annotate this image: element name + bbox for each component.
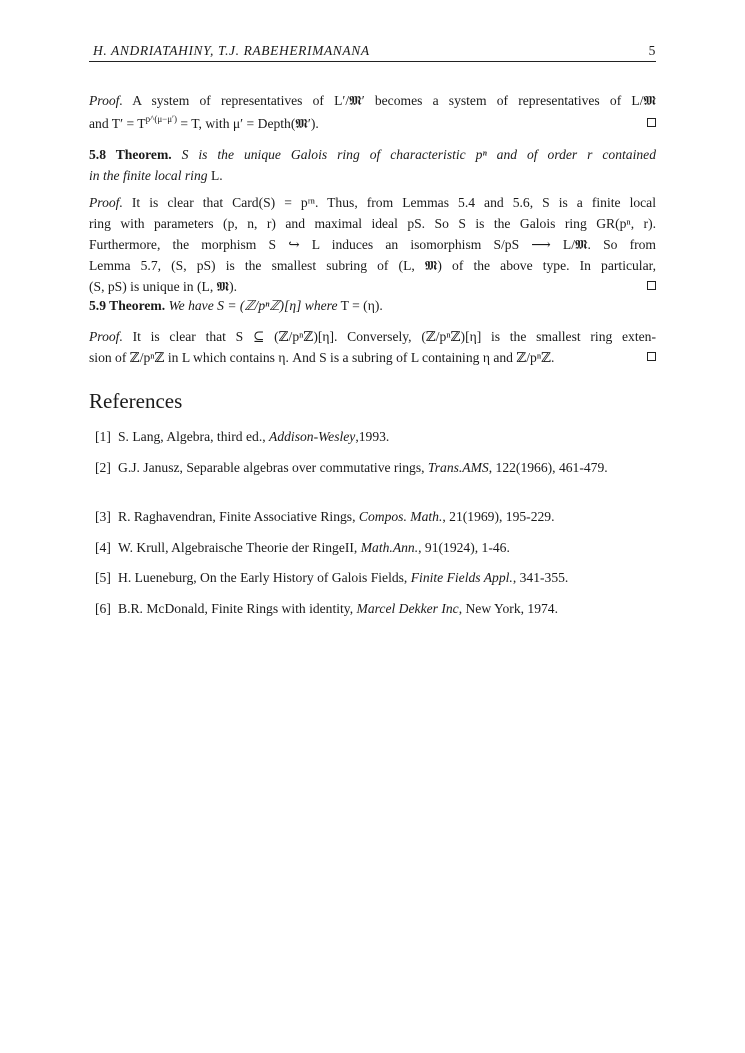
qed-box-icon (647, 281, 656, 290)
reference-number: [5] (95, 570, 111, 585)
reference-venue: Marcel Dekker Inc (356, 601, 459, 616)
reference-text: , 122(1966), 461-479. (488, 460, 608, 475)
reference-text: , New York, 1974. (458, 601, 559, 616)
running-header (89, 41, 656, 62)
reference-text: ,1993. (355, 429, 390, 444)
reference-venue: Finite Fields Appl. (410, 570, 513, 585)
reference-number: [2] (95, 460, 111, 475)
reference-text: , 21(1969), 195-229. (442, 509, 555, 524)
reference-venue: Trans.AMS (427, 460, 489, 475)
proof-text: ring with parameters (p, n, r) and maximal ideal pS. So S is the Galois ring GR(pⁿ, r). (89, 216, 656, 231)
proof-text: A system of representatives of L′/𝕸′ becomes a system of representatives of L/𝕸 (132, 93, 656, 108)
reference-number: [4] (95, 540, 111, 555)
proof-text: It is clear that Card(S) = pʳⁿ. Thus, from Lemmas 5.4 and 5.6, S is a finite local (131, 195, 656, 210)
reference-item (95, 538, 656, 558)
proof-text: and T′ = T (89, 116, 146, 131)
theorem-5-9 (89, 295, 656, 316)
reference-text: G.J. Janusz, Separable algebras over commutative rings, (118, 460, 428, 475)
exponent: p^(μ−μ′) (145, 114, 178, 124)
proof-5-7 (89, 90, 656, 134)
theorem-5-8 (89, 144, 656, 186)
theorem-text: S is the unique Galois ring of characteristic pⁿ and of order r contained (181, 147, 657, 162)
reference-number: [3] (95, 509, 111, 524)
theorem-text: We have S = (ℤ/pⁿℤ)[η] where (168, 298, 338, 313)
reference-number: [6] (95, 601, 111, 616)
proof-text: sion of ℤ/pⁿℤ in L which contains η. And S is a subring of L containing η and ℤ/pⁿℤ. (89, 350, 555, 365)
reference-item (95, 458, 656, 498)
references-heading: References (89, 389, 183, 413)
reference-number: [1] (95, 429, 111, 444)
reference-venue: Compos. Math. (358, 509, 443, 524)
reference-text: R. Raghavendran, Finite Associative Rings, (118, 509, 359, 524)
theorem-text: in the finite local ring (89, 168, 208, 183)
reference-text: , 341-355. (512, 570, 569, 585)
reference-text: W. Krull, Algebraische Theorie der RingeII, (118, 540, 361, 555)
reference-text: B.R. McDonald, Finite Rings with identity, (118, 601, 357, 616)
reference-item (95, 599, 656, 619)
proof-text: = T, with μ′ = Depth(𝕸′). (180, 116, 319, 131)
theorem-text: T = (η). (340, 298, 383, 313)
page-number: 5 (648, 43, 656, 58)
proof-text: Lemma 5.7, (S, pS) is the smallest subring of (L, 𝕸) of the above type. In particular, (89, 258, 656, 273)
theorem-text: L. (210, 168, 223, 183)
reference-venue: Addison-Wesley (269, 429, 356, 444)
reference-item (95, 507, 656, 527)
proof-text: It is clear that S ⊆ (ℤ/pⁿℤ)[η]. Conversely, (ℤ/pⁿℤ)[η] is the smallest ring exten- (132, 329, 656, 344)
theorem-label: 5.8 Theorem. (89, 147, 172, 162)
reference-text: S. Lang, Algebra, third ed., (118, 429, 270, 444)
reference-venue: Math.Ann. (360, 540, 419, 555)
reference-item (95, 427, 656, 447)
proof-label: Proof. (89, 195, 123, 210)
header-authors: H. ANDRIATAHINY, T.J. RABEHERIMANANA (93, 43, 370, 58)
reference-item (95, 568, 656, 588)
reference-text: H. Lueneburg, On the Early History of Galois Fields, (118, 570, 411, 585)
reference-text: , 91(1924), 1-46. (418, 540, 510, 555)
proof-text: (S, pS) is unique in (L, 𝕸). (89, 279, 238, 294)
theorem-label: 5.9 Theorem. (89, 298, 166, 313)
proof-label: Proof. (89, 93, 123, 108)
proof-5-9 (89, 326, 656, 368)
qed-box-icon (647, 118, 656, 127)
qed-box-icon (647, 352, 656, 361)
proof-label: Proof. (89, 329, 123, 344)
proof-5-8 (89, 192, 656, 297)
proof-text: Furthermore, the morphism S ↪ L induces an isomorphism S/pS ⟶ L/𝕸. So from (89, 237, 656, 252)
